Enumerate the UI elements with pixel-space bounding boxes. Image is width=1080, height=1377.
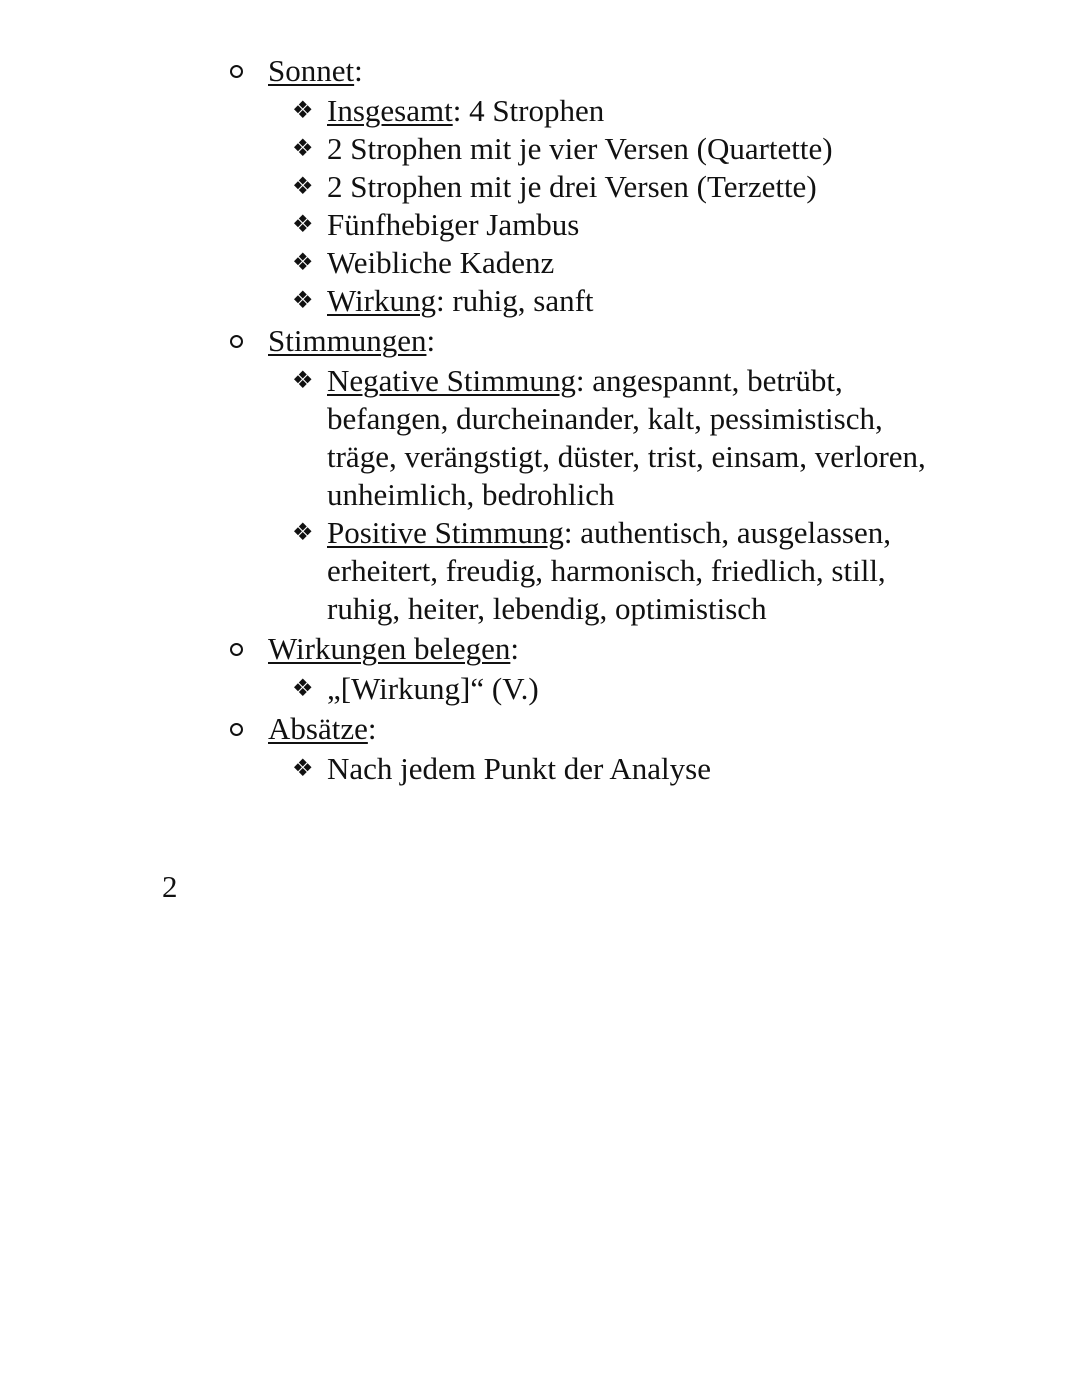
section-stimmungen: [230, 322, 950, 628]
list-item: [292, 206, 950, 244]
circle-bullet-icon: [230, 65, 243, 78]
section-heading-line: [230, 710, 950, 748]
diamond-bullet-icon: ❖: [292, 756, 314, 782]
section-sonnet: [230, 52, 950, 320]
section-heading: Wirkungen belegen: [268, 631, 511, 666]
item-text: „[Wirkung]“ (V.): [327, 671, 539, 706]
list-item: [292, 670, 950, 708]
section-heading-line: [230, 630, 950, 668]
outline-list: [230, 52, 950, 790]
list-item: [292, 244, 950, 282]
section-heading-line: [230, 322, 950, 360]
item-label: Insgesamt: [327, 93, 453, 128]
list-item: [292, 130, 950, 168]
item-text: Nach jedem Punkt der Analyse: [327, 751, 711, 786]
diamond-bullet-icon: ❖: [292, 136, 314, 162]
section-heading: Stimmungen: [268, 323, 427, 358]
circle-bullet-icon: [230, 723, 243, 736]
sub-list: [292, 92, 950, 320]
item-text: 2 Strophen mit je drei Versen (Terzette): [327, 169, 817, 204]
section-heading-line: [230, 52, 950, 90]
list-item: [292, 362, 950, 514]
item-label: Negative Stimmung: [327, 363, 576, 398]
item-text: : 4 Strophen: [452, 93, 605, 128]
diamond-bullet-icon: ❖: [292, 250, 314, 276]
circle-bullet-icon: [230, 335, 243, 348]
diamond-bullet-icon: ❖: [292, 520, 314, 546]
heading-colon: :: [354, 53, 363, 88]
diamond-bullet-icon: ❖: [292, 98, 314, 124]
list-item: [292, 282, 950, 320]
sub-list: [292, 362, 950, 628]
circle-bullet-icon: [230, 643, 243, 656]
section-heading: Absätze: [268, 711, 368, 746]
item-text: : ruhig, sanft: [435, 283, 594, 318]
heading-colon: :: [367, 711, 377, 746]
section-heading: Sonnet: [268, 53, 355, 88]
heading-colon: :: [426, 323, 436, 358]
diamond-bullet-icon: ❖: [292, 212, 314, 238]
sub-list: [292, 750, 950, 788]
list-item: [292, 750, 950, 788]
list-item: [292, 514, 950, 628]
diamond-bullet-icon: ❖: [292, 174, 314, 200]
item-text: : angespannt, betrübt, befangen, durcheinander, kalt, pessimistisch, träge, verängstigt, düster, trist, einsam, verloren, unheimlich, bedrohlich: [327, 363, 926, 512]
item-text: Fünfhebiger Jambus: [327, 207, 580, 242]
item-text: : authentisch, ausgelassen, erheitert, freudig, harmonisch, friedlich, still, ruhig, heiter, lebendig, optimistisch: [327, 515, 891, 626]
list-item: [292, 92, 950, 130]
item-label: Positive Stimmung: [327, 515, 564, 550]
diamond-bullet-icon: ❖: [292, 368, 314, 394]
item-text: 2 Strophen mit je vier Versen (Quartette): [327, 131, 833, 166]
diamond-bullet-icon: ❖: [292, 676, 314, 702]
diamond-bullet-icon: ❖: [292, 288, 314, 314]
item-text: Weibliche Kadenz: [327, 245, 555, 280]
sub-list: [292, 670, 950, 708]
list-item: [292, 168, 950, 206]
section-absaetze: [230, 710, 950, 788]
heading-colon: :: [510, 631, 519, 666]
section-wirkungen-belegen: [230, 630, 950, 708]
page-number: 2: [162, 869, 178, 904]
item-label: Wirkung: [327, 283, 436, 318]
